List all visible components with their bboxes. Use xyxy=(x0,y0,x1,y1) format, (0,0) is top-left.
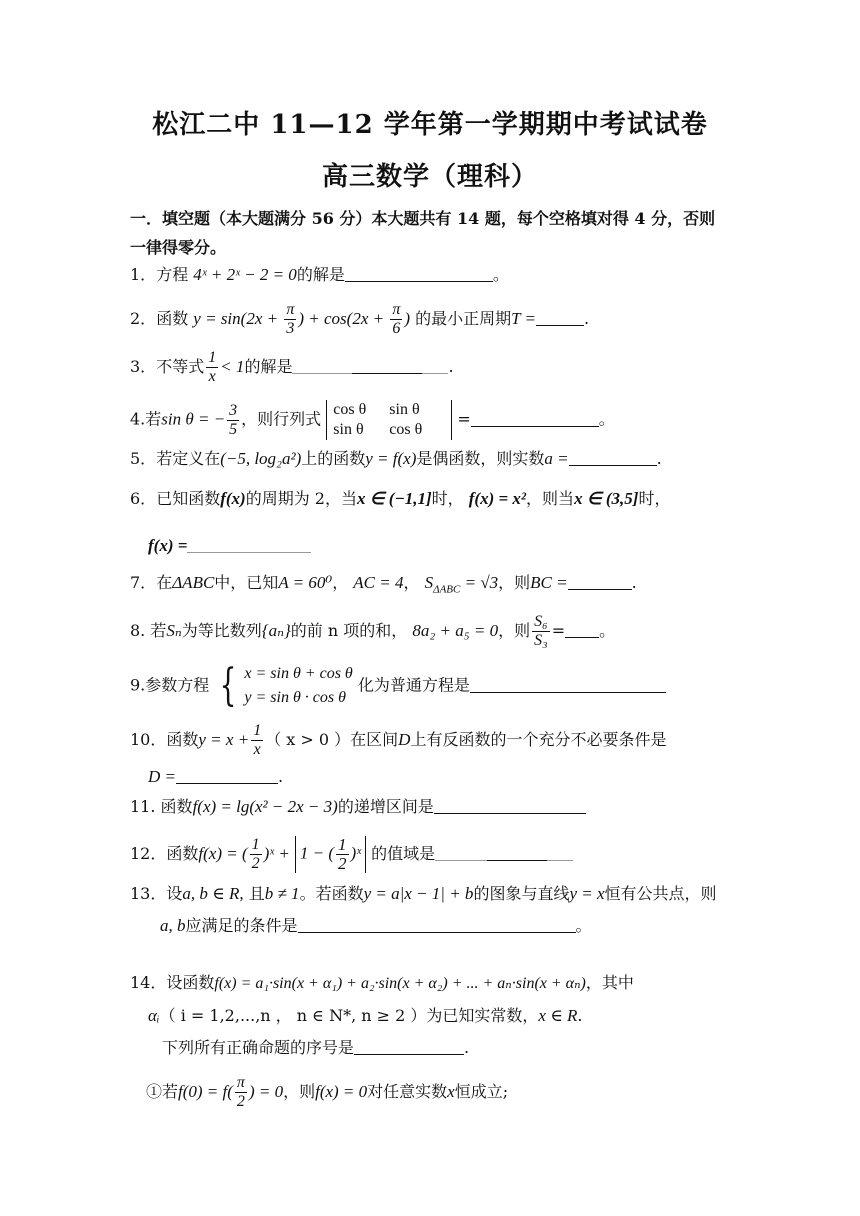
q14-period: . xyxy=(577,1006,583,1025)
q8-text-c: 的前 n 项的和， xyxy=(290,621,408,640)
q2-expr-b: ) + cos(2x + xyxy=(298,309,389,328)
q7-text-c: ，则 xyxy=(498,573,531,592)
q5-text-mid: 上的函数 xyxy=(301,449,366,468)
question-number: 13． xyxy=(130,884,167,903)
q11-text-post: 的递增区间是 xyxy=(337,797,434,816)
q6-text-e: 时， xyxy=(638,489,671,508)
q2-expr-a: y = sin(2x + xyxy=(193,309,283,328)
numerator: π xyxy=(392,301,401,318)
denominator: 2 xyxy=(236,1093,245,1110)
q10-text: 函数 xyxy=(166,730,199,749)
q2-period: T = xyxy=(511,309,537,328)
q9-text: 参数方程 xyxy=(145,675,210,695)
q12-function: f(x) = ( xyxy=(198,844,248,863)
question-number: 14． xyxy=(130,973,167,992)
q2-text-post: 的最小正周期 xyxy=(415,309,512,328)
numerator: 1 xyxy=(251,836,260,853)
q1-text-post: 的解是 xyxy=(296,265,345,284)
q3-text-post: 的解是 xyxy=(244,357,293,376)
abs-left: 1 − ( xyxy=(299,843,335,863)
q11-function: f(x) = lg(x² − 2x − 3) xyxy=(192,797,338,816)
q3-rhs: < 1 xyxy=(220,357,245,376)
q7-target: BC = xyxy=(530,573,568,592)
system-row-1: x = sin θ + cos θ xyxy=(244,665,353,682)
denominator: 6 xyxy=(392,320,401,337)
q6-answer-label: f(x) = xyxy=(148,536,188,555)
q6-function: f(x) xyxy=(220,489,246,508)
det-cell: cos θ xyxy=(333,401,367,418)
q7-comma: ， xyxy=(332,573,349,592)
denominator: x xyxy=(208,368,216,385)
q8-equation: 8a₂ + a₅ = 0 xyxy=(412,621,499,640)
answer-blank[interactable] xyxy=(298,916,576,933)
q5-variable: a = xyxy=(544,449,569,468)
det-cell: sin θ xyxy=(333,421,364,438)
q7-angle: A = 60⁰ xyxy=(278,573,333,592)
option-expr-b: ) = 0 xyxy=(248,1082,284,1101)
question-number: 2． xyxy=(130,309,157,328)
q2-expr-c: ) xyxy=(404,309,411,328)
q4-text-mid: ，则行列式 xyxy=(241,409,322,429)
area-value: = √3 xyxy=(464,573,499,592)
option-text-a: ，则 xyxy=(283,1082,316,1101)
answer-blank-3[interactable] xyxy=(547,844,573,861)
q14-alpha: αᵢ xyxy=(148,1006,160,1025)
q10-answer-label: D = xyxy=(148,767,176,786)
question-6 xyxy=(130,488,670,510)
q4-equals: = xyxy=(457,409,471,429)
denominator: 2 xyxy=(251,855,260,872)
q14-conditions: （ i = 1,2,...,n ， n ∈ N*, n ≥ 2 ）为已知实常数， xyxy=(159,1006,539,1025)
q5-text: 若定义在 xyxy=(156,449,221,468)
q8-fraction xyxy=(532,613,550,650)
numerator: 1 xyxy=(338,835,347,854)
q9-text-post: 化为普通方程是 xyxy=(357,675,470,695)
answer-blank-2[interactable] xyxy=(487,844,547,861)
q13-condition: b ≠ 1 xyxy=(264,884,300,903)
q1-equation: 4ˣ + 2ˣ − 2 = 0 xyxy=(193,265,297,284)
q5-interval: (−5, log₂a²) xyxy=(220,449,302,468)
area-subscript: ΔABC xyxy=(433,583,461,596)
q3-text: 不等式 xyxy=(156,357,205,376)
answer-blank[interactable] xyxy=(434,797,586,814)
q6-equation: f(x) = x² xyxy=(468,489,527,508)
question-number: 4. xyxy=(130,409,146,429)
question-number: 1． xyxy=(130,265,157,284)
q6-text-d: ，则当 xyxy=(526,489,575,508)
numerator: 3 xyxy=(229,401,238,419)
q6-text-c: 时， xyxy=(431,489,464,508)
q8-sequence: {aₙ} xyxy=(261,621,291,640)
q5-end: . xyxy=(656,449,662,468)
area-symbol: S xyxy=(424,573,434,592)
page-subtitle: 高三数学（理科） xyxy=(321,162,538,192)
q12-absolute-value xyxy=(295,836,366,873)
q6-condition-1: x ∈ (−1,1] xyxy=(356,489,432,508)
denominator: 3 xyxy=(286,320,295,337)
q13-text-e: 应满足的条件是 xyxy=(185,916,298,935)
q7-comma-2: ， xyxy=(403,573,420,592)
question-14 xyxy=(130,972,634,995)
q10-condition: （ x > 0 ） xyxy=(265,730,351,749)
question-13-line-2 xyxy=(160,915,592,937)
q13-text-d: 恒有公共点，则 xyxy=(604,884,717,903)
question-2 xyxy=(130,301,589,338)
q4-lhs: sin θ = − xyxy=(161,409,226,429)
q10-domain: D xyxy=(398,730,411,749)
det-row-2 xyxy=(333,420,445,440)
question-5 xyxy=(130,448,662,470)
question-number: 5． xyxy=(130,449,157,468)
q10-function: y = x + xyxy=(198,730,250,749)
answer-blank[interactable] xyxy=(187,536,311,553)
numerator: 1 xyxy=(208,349,217,366)
q2-text: 函数 xyxy=(156,309,189,328)
q8-text-d: ，则 xyxy=(498,621,531,640)
question-14-line-3 xyxy=(162,1037,469,1059)
q13-function: y = a|x − 1| + b xyxy=(363,884,474,903)
question-number: 6． xyxy=(130,489,157,508)
question-10 xyxy=(130,722,666,759)
q7-end: . xyxy=(631,573,637,592)
question-number: 11. xyxy=(130,797,156,816)
q13-end: 。 xyxy=(575,916,592,935)
question-10-line-2 xyxy=(148,766,283,788)
q13-params: a, b ∈ R, xyxy=(182,884,244,903)
answer-blank[interactable] xyxy=(471,410,599,427)
answer-blank[interactable] xyxy=(568,573,632,590)
q14-prompt: 下列所有正确命题的序号是 xyxy=(162,1038,355,1057)
q11-text: 函数 xyxy=(160,797,193,816)
option-label: ①若 xyxy=(146,1082,179,1101)
numerator: 1 xyxy=(253,722,262,739)
question-12 xyxy=(130,836,573,873)
q3-fraction xyxy=(206,349,218,386)
q8-text-a: 若 xyxy=(150,621,167,640)
q6-condition-2: x ∈ (3,5] xyxy=(574,489,639,508)
q13-text-b: 。若函数 xyxy=(299,884,364,903)
q1-end: 。 xyxy=(492,265,509,284)
q3-end: . xyxy=(448,357,454,376)
q5-text-post: 是偶函数，则实数 xyxy=(416,449,545,468)
option-fraction xyxy=(235,1074,247,1111)
question-11 xyxy=(130,796,586,818)
option-text-c: 恒成立; xyxy=(454,1082,509,1101)
q13-text: 设 xyxy=(166,884,183,903)
answer-blank[interactable] xyxy=(470,676,666,693)
option-var: x xyxy=(447,1082,455,1101)
q7-triangle: ΔABC xyxy=(172,573,215,592)
question-6-line-2 xyxy=(148,535,311,557)
question-7 xyxy=(130,572,637,600)
answer-blank-2[interactable] xyxy=(352,357,422,374)
page-title: 松江二中 11—12 学年第一学期期中考试试卷 xyxy=(152,110,708,140)
abs-right: )ˣ xyxy=(350,843,362,863)
q9-parametric-system xyxy=(214,662,352,710)
question-14-line-2 xyxy=(148,1005,583,1027)
q12-power: )ˣ + xyxy=(263,844,290,863)
q10-fraction xyxy=(251,722,263,759)
answer-blank[interactable] xyxy=(176,767,278,784)
q10-text-post-2: 上有反函数的一个充分不必要条件是 xyxy=(410,730,667,749)
q4-text: 若 xyxy=(145,409,162,429)
q2-fraction-2 xyxy=(390,301,402,338)
system-row-2: y = sin θ · cos θ xyxy=(244,689,346,706)
q2-end: . xyxy=(584,309,590,328)
question-number: 3． xyxy=(130,357,157,376)
question-number: 10． xyxy=(130,730,167,749)
question-4 xyxy=(130,400,615,440)
q4-end: 。 xyxy=(598,409,615,429)
q13-params-2: a, b xyxy=(160,916,186,935)
question-8 xyxy=(130,613,615,650)
q1-text: 方程 xyxy=(156,265,189,284)
question-number: 9. xyxy=(130,675,146,695)
question-13 xyxy=(130,883,717,905)
system-rows xyxy=(244,662,352,710)
q10-end: . xyxy=(278,767,284,786)
q4-fraction xyxy=(227,402,239,439)
q13-text-a: 且 xyxy=(248,884,265,903)
option-expr-a: f(0) = f( xyxy=(178,1082,233,1101)
answer-blank[interactable] xyxy=(569,449,657,466)
numerator: π xyxy=(286,301,295,318)
numerator: π xyxy=(236,1074,245,1091)
q14-function: f(x) = a₁·sin(x + α₁) + a₂·sin(x + α₂) + ... + aₙ·sin(x + αₙ) xyxy=(214,975,586,992)
section-heading: 一．填空题（本大题满分 56 分）本大题共有 14 题，每个空格填对得 4 分，否则一律得零分。 xyxy=(130,209,716,257)
q14-domain: x ∈ R xyxy=(538,1006,578,1025)
brace-icon: { xyxy=(219,660,237,711)
q12-text-post: 的值域是 xyxy=(371,844,436,863)
q14-text: 设函数 xyxy=(166,973,215,992)
option-expr-c: f(x) = 0 xyxy=(315,1082,368,1101)
answer-blank[interactable] xyxy=(435,844,487,861)
option-text-b: 对任意实数 xyxy=(367,1082,448,1101)
q13-line: y = x xyxy=(569,884,605,903)
answer-blank[interactable] xyxy=(536,309,584,326)
denominator: S₃ xyxy=(534,632,548,649)
q7-side: AC = 4 xyxy=(353,573,404,592)
q12-abs-fraction xyxy=(336,836,349,873)
q2-fraction-1 xyxy=(284,301,296,338)
q8-sn: Sₙ xyxy=(166,621,182,640)
det-cell: cos θ xyxy=(389,421,423,438)
q6-text-b: 的周期为 2，当 xyxy=(245,489,357,508)
denominator: 2 xyxy=(338,854,347,873)
q5-function: y = f(x) xyxy=(365,449,417,468)
q4-determinant xyxy=(326,400,452,440)
q7-area xyxy=(424,573,499,596)
q12-text: 函数 xyxy=(166,844,199,863)
answer-blank-3[interactable] xyxy=(422,357,448,374)
q14-text-post: ，其中 xyxy=(585,973,634,992)
q14-option-1 xyxy=(146,1074,508,1111)
question-3 xyxy=(130,349,454,386)
q7-text-a: 在 xyxy=(156,573,173,592)
q10-text-post: 在区间 xyxy=(350,730,399,749)
question-number: 7． xyxy=(130,573,157,592)
q6-text-a: 已知函数 xyxy=(156,489,221,508)
q8-equals: = xyxy=(551,621,566,640)
question-9 xyxy=(130,662,666,710)
numerator: S₆ xyxy=(534,613,548,630)
question-1 xyxy=(130,264,509,286)
det-cell: sin θ xyxy=(389,401,420,418)
answer-blank[interactable] xyxy=(565,621,599,638)
q13-text-c: 的图象与直线 xyxy=(473,884,570,903)
q12-fraction xyxy=(250,836,262,873)
answer-blank[interactable] xyxy=(345,265,493,282)
answer-blank[interactable] xyxy=(292,357,352,374)
denominator: x xyxy=(253,741,261,758)
det-row-1 xyxy=(333,400,445,420)
q8-end: 。 xyxy=(599,621,616,640)
q8-text-b: 为等比数列 xyxy=(181,621,262,640)
answer-blank[interactable] xyxy=(354,1038,464,1055)
denominator: 5 xyxy=(229,420,238,438)
question-number: 12． xyxy=(130,844,167,863)
question-number: 8. xyxy=(130,621,146,640)
q14-prompt-end: . xyxy=(464,1038,470,1057)
q7-text-b: 中，已知 xyxy=(214,573,279,592)
